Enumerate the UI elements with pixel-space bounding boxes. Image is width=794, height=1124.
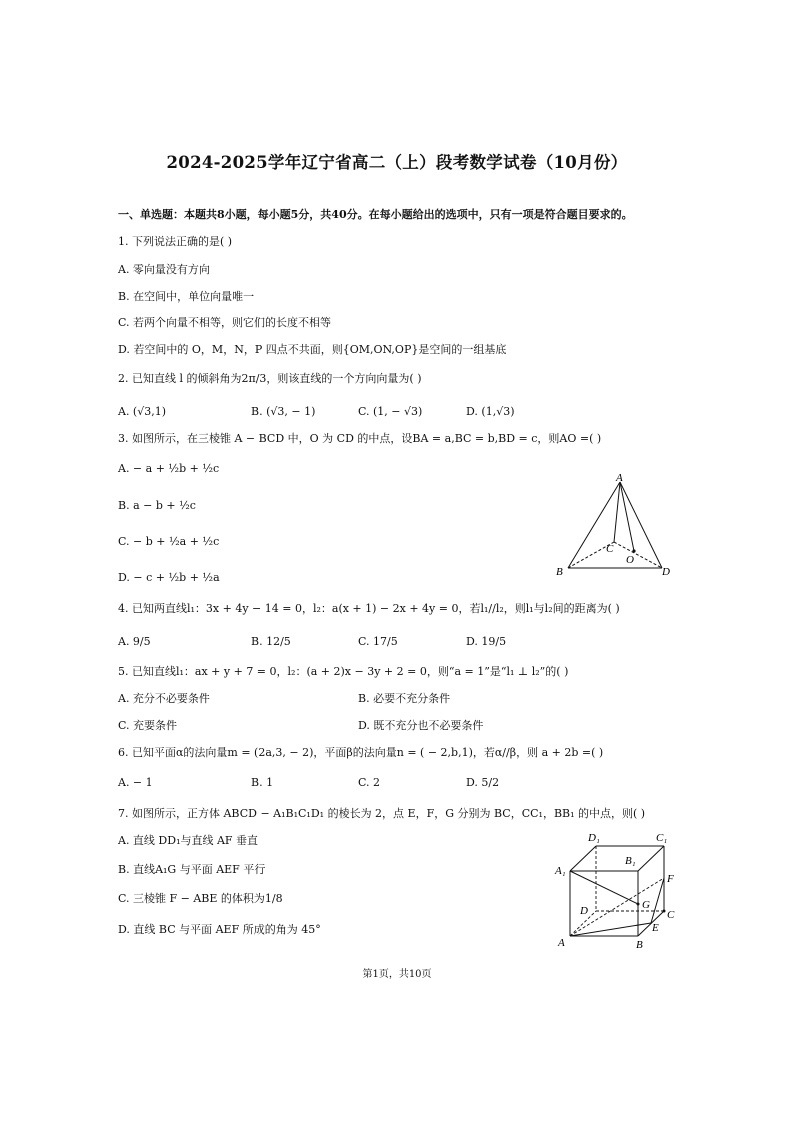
q3-option-d: D. − c + ½b + ½a — [118, 571, 220, 584]
q7-option-c: C. 三棱锥 F − ABE 的体积为1/8 — [118, 892, 283, 905]
q5-option-a: A. 充分不必要条件 — [118, 692, 210, 705]
q1-option-d: D. 若空间中的 O，M，N，P 四点不共面，则{OM,ON,OP}是空间的一组基底 — [118, 343, 507, 356]
q5-option-c: C. 充要条件 — [118, 719, 178, 732]
fig2-label-b: B — [636, 939, 643, 951]
q6-option-b: B. 1 — [251, 776, 274, 789]
q2-stem: 2. 已知直线 l 的倾斜角为2π/3，则该直线的一个方向向量为( ) — [118, 372, 422, 385]
fig2-label-c: C — [667, 909, 675, 921]
cube-figure — [552, 826, 687, 952]
fig1-label-o: O — [626, 554, 634, 566]
q6-option-d: D. 5/2 — [466, 776, 500, 789]
q5-stem: 5. 已知直线l₁：ax + y + 7 = 0，l₂：(a + 2)x − 3y + 2 = 0，则“a = 1”是“l₁ ⊥ l₂”的( ) — [118, 665, 569, 678]
q3-option-b: B. a − b + ½c — [118, 499, 196, 512]
q4-option-c: C. 17/5 — [358, 635, 398, 648]
fig2-label-a1: A₁ — [555, 865, 566, 877]
q5-option-d: D. 既不充分也不必要条件 — [358, 719, 484, 732]
q6-option-a: A. − 1 — [118, 776, 153, 789]
fig2-label-d: D — [580, 905, 588, 917]
fig2-label-g: G — [642, 899, 650, 911]
q1-option-a: A. 零向量没有方向 — [118, 263, 210, 276]
fig2-label-c1: C₁ — [656, 832, 668, 844]
q2-option-b: B. (√3, − 1) — [251, 405, 316, 418]
fig1-label-c: C — [606, 543, 614, 555]
q2-option-a: A. (√3,1) — [118, 405, 167, 418]
q1-option-c: C. 若两个向量不相等，则它们的长度不相等 — [118, 316, 332, 329]
q4-option-d: D. 19/5 — [466, 635, 507, 648]
q3-stem: 3. 如图所示，在三棱锥 A − BCD 中，O 为 CD 的中点，设BA = a,BC = b,BD = c，则AO =( ) — [118, 432, 602, 445]
q5-option-b: B. 必要不充分条件 — [358, 692, 451, 705]
q2-option-c: C. (1, − √3) — [358, 405, 423, 418]
fig1-label-a: A — [616, 472, 623, 484]
q4-option-a: A. 9/5 — [118, 635, 151, 648]
tetrahedron-figure — [550, 472, 680, 580]
section-heading: 一、单选题：本题共8小题，每小题5分，共40分。在每小题给出的选项中，只有一项是符合题目要求的。 — [118, 208, 633, 221]
q7-option-d: D. 直线 BC 与平面 AEF 所成的角为 45° — [118, 923, 321, 936]
fig1-label-b: B — [556, 566, 563, 578]
page-footer: 第1页，共10页 — [362, 969, 432, 980]
q1-stem: 1. 下列说法正确的是( ) — [118, 235, 233, 248]
q3-option-a: A. − a + ½b + ½c — [118, 462, 220, 475]
fig2-label-a: A — [558, 937, 565, 949]
q7-option-a: A. 直线 DD₁与直线 AF 垂直 — [118, 834, 259, 847]
q6-option-c: C. 2 — [358, 776, 381, 789]
fig2-label-e: E — [652, 922, 659, 934]
fig1-label-d: D — [662, 566, 670, 578]
q3-option-c: C. − b + ½a + ½c — [118, 535, 220, 548]
q4-stem: 4. 已知两直线l₁：3x + 4y − 14 = 0，l₂：a(x + 1) − 2x + 4y = 0，若l₁//l₂，则l₁与l₂间的距离为( ) — [118, 602, 620, 615]
q1-option-b: B. 在空间中，单位向量唯一 — [118, 290, 255, 303]
q6-stem: 6. 已知平面α的法向量m = (2a,3, − 2)，平面β的法向量n = ( − 2,b,1)，若α//β，则 a + 2b =( ) — [118, 746, 604, 759]
page-title: 2024-2025学年辽宁省高二（上）段考数学试卷（10月份） — [166, 153, 628, 172]
q2-option-d: D. (1,√3) — [466, 405, 515, 418]
fig2-label-d1: D₁ — [588, 832, 600, 844]
q7-option-b: B. 直线A₁G 与平面 AEF 平行 — [118, 863, 266, 876]
fig2-label-b1: B₁ — [625, 855, 636, 867]
q7-stem: 7. 如图所示，正方体 ABCD − A₁B₁C₁D₁ 的棱长为 2，点 E，F，G 分别为 BC，CC₁，BB₁ 的中点，则( ) — [118, 807, 646, 820]
fig2-label-f: F — [667, 873, 674, 885]
q4-option-b: B. 12/5 — [251, 635, 291, 648]
